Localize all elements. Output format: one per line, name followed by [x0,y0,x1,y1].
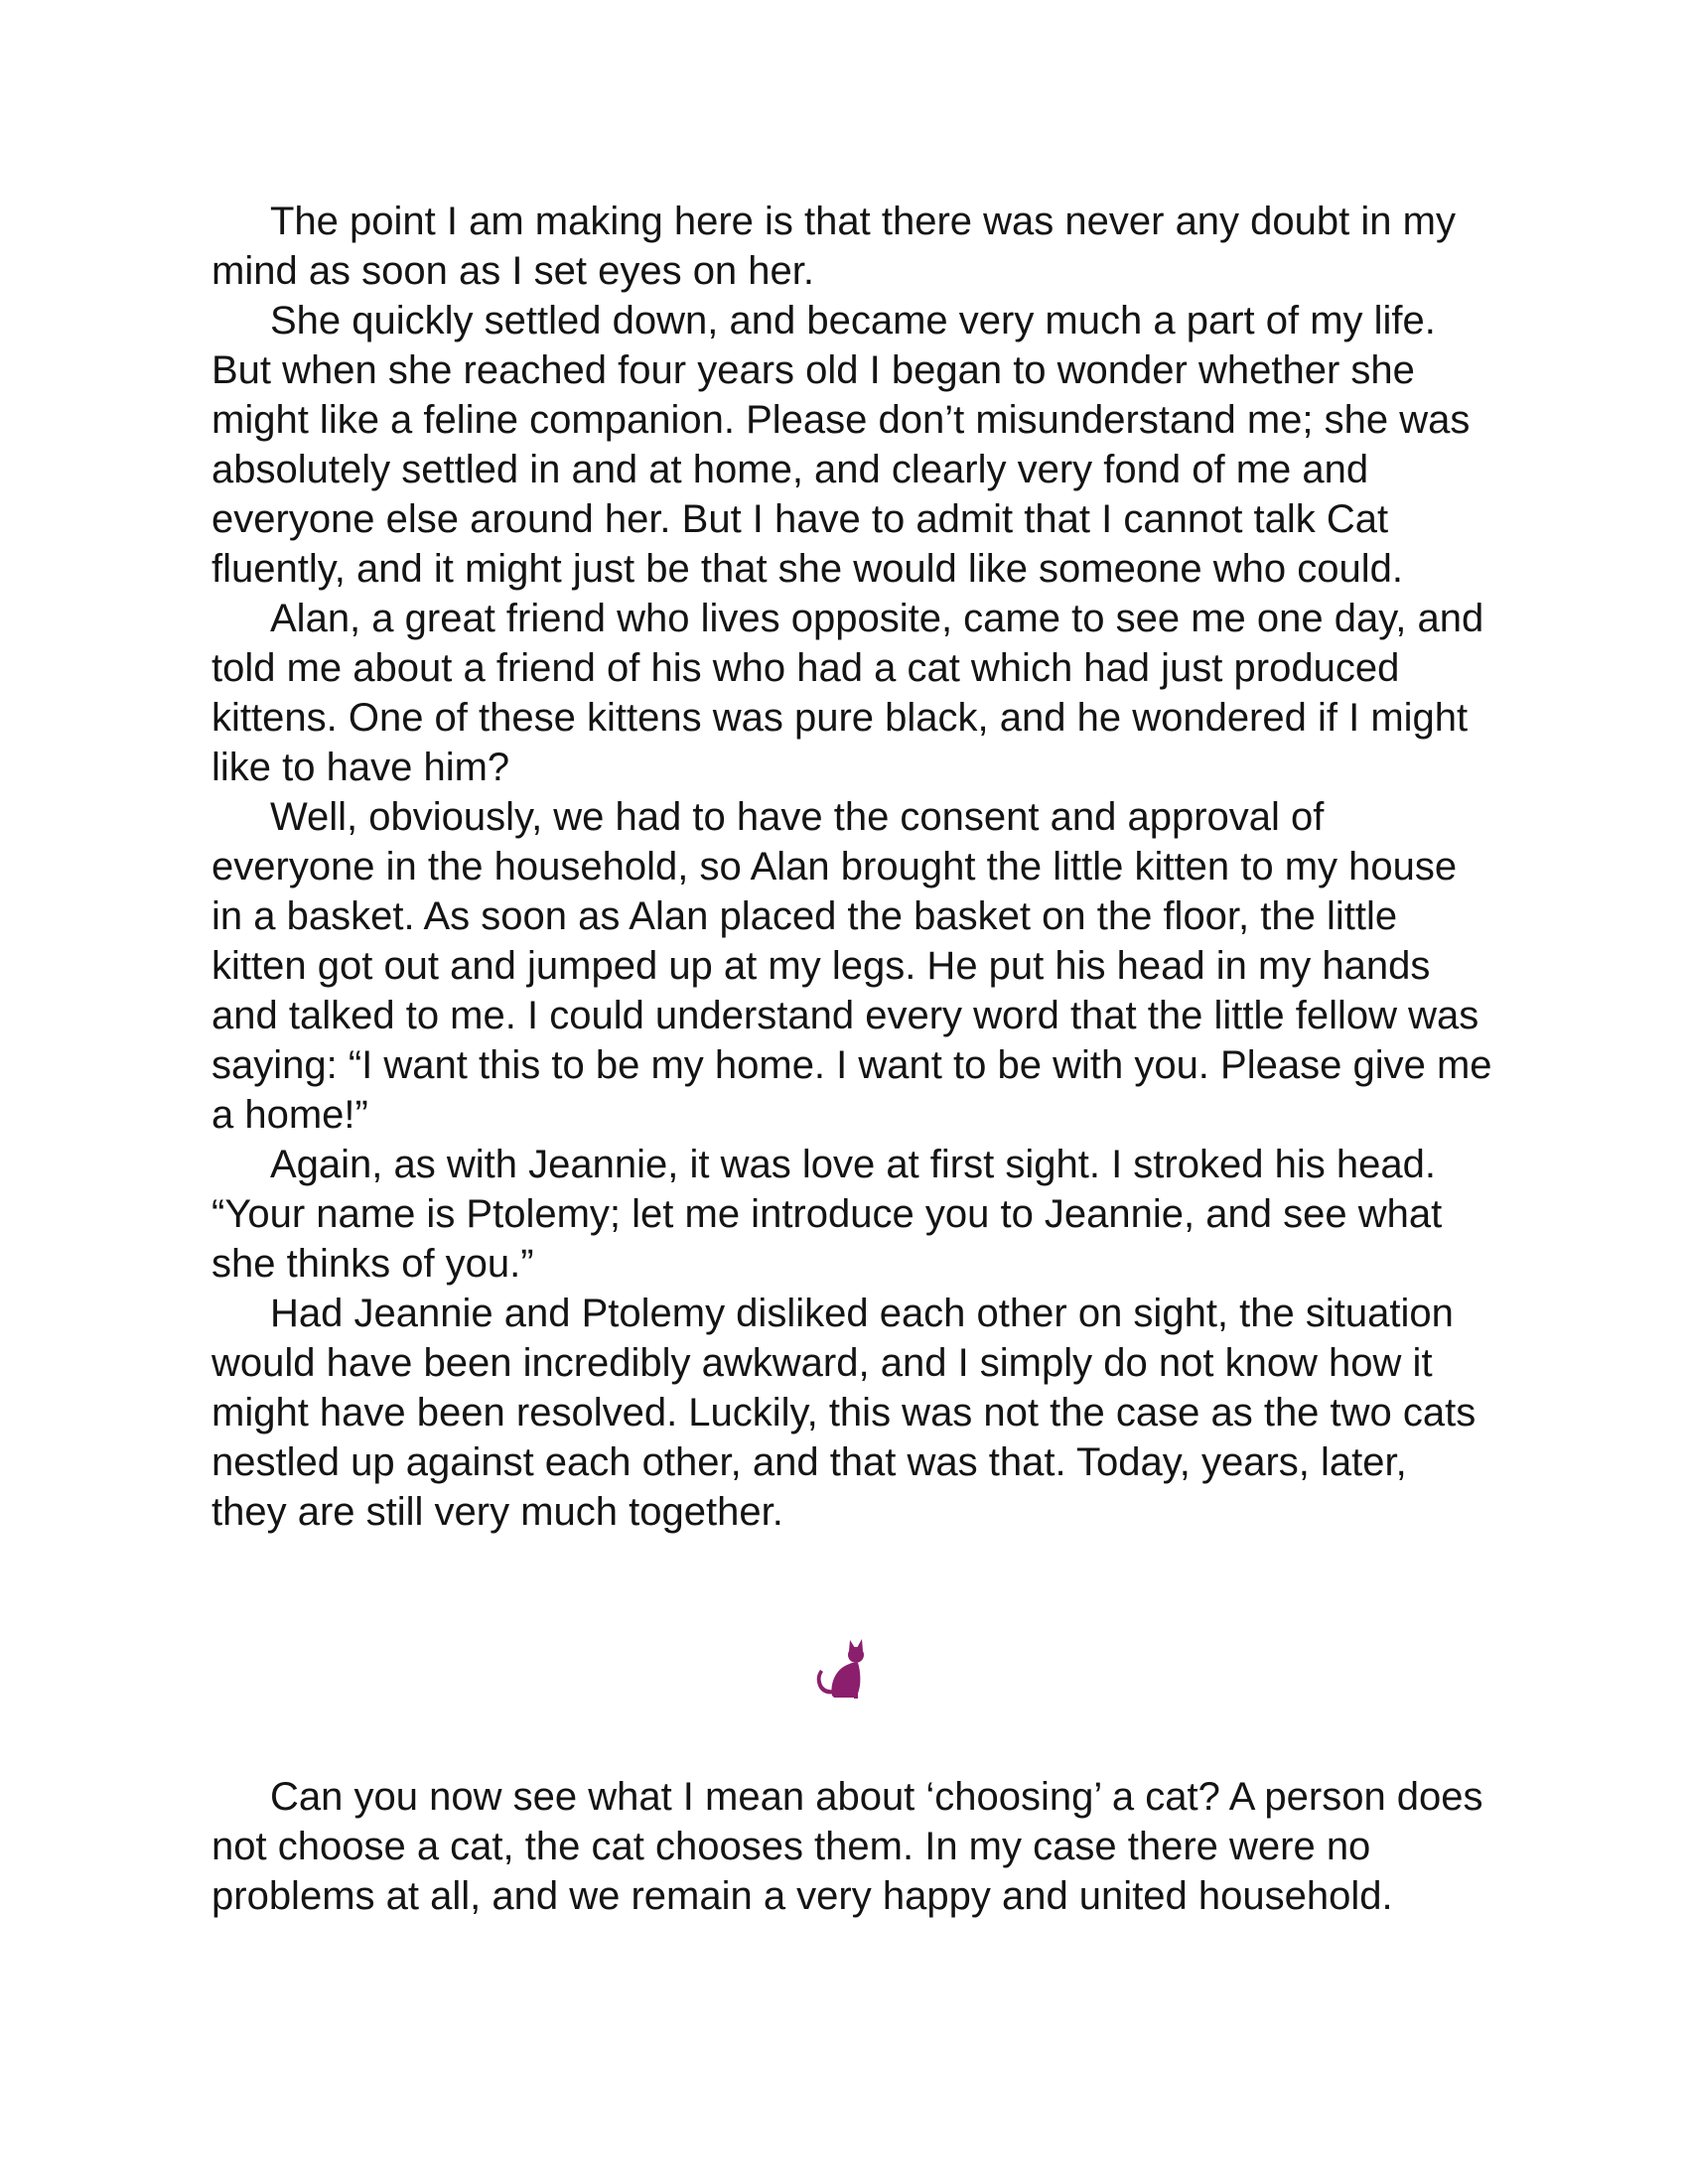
body-text-bottom [211,1772,1492,1921]
paragraph: The point I am making here is that there was never any doubt in my mind as soon as I set eyes on her. [211,200,1456,293]
paragraph: Can you now see what I mean about ‘choosing’ a cat? A person does not choose a cat, the cat chooses them. In my case there were no problems at all, and we remain a very happy and united household. [211,1775,1483,1918]
paragraph: Again, as with Jeannie, it was love at first sight. I stroked his head. “Your name is Ptolemy; let me introduce you to Jeannie, and see what she thinks of you.” [211,1143,1443,1286]
cat-silhouette-icon [814,1636,872,1702]
paragraph: Had Jeannie and Ptolemy disliked each other on sight, the situation would have been incredibly awkward, and I simply do not know how it might have been resolved. Luckily, this was not the case as the two cats nestled up against each other, and that was that. Today, years, later, they are still very much together. [211,1292,1477,1534]
paragraph: Alan, a great friend who lives opposite, came to see me one day, and told me about a friend of his who had a cat which had just produced kittens. One of these kittens was pure black, and he wondered if I might like to have him? [211,597,1484,789]
paragraph: She quickly settled down, and became very much a part of my life. But when she reached four years old I began to wonder whether she might like a feline companion. Please don’t misunderstand me; she was absolutely settled in and at home, and clearly very fond of me and everyone else around her. But I have to admit that I cannot talk Cat fluently, and it might just be that she would like someone who could. [211,299,1471,591]
paragraph: Well, obviously, we had to have the consent and approval of everyone in the household, so Alan brought the little kitten to my house in a basket. As soon as Alan placed the basket on the floor, the little kitten got out and jumped up at my legs. He put his head in my hands and talked to me. I could understand every word that the little fellow was saying: “I want this to be my home. I want to be with you. Please give me a home!” [211,795,1492,1137]
body-text-top [211,197,1492,1537]
